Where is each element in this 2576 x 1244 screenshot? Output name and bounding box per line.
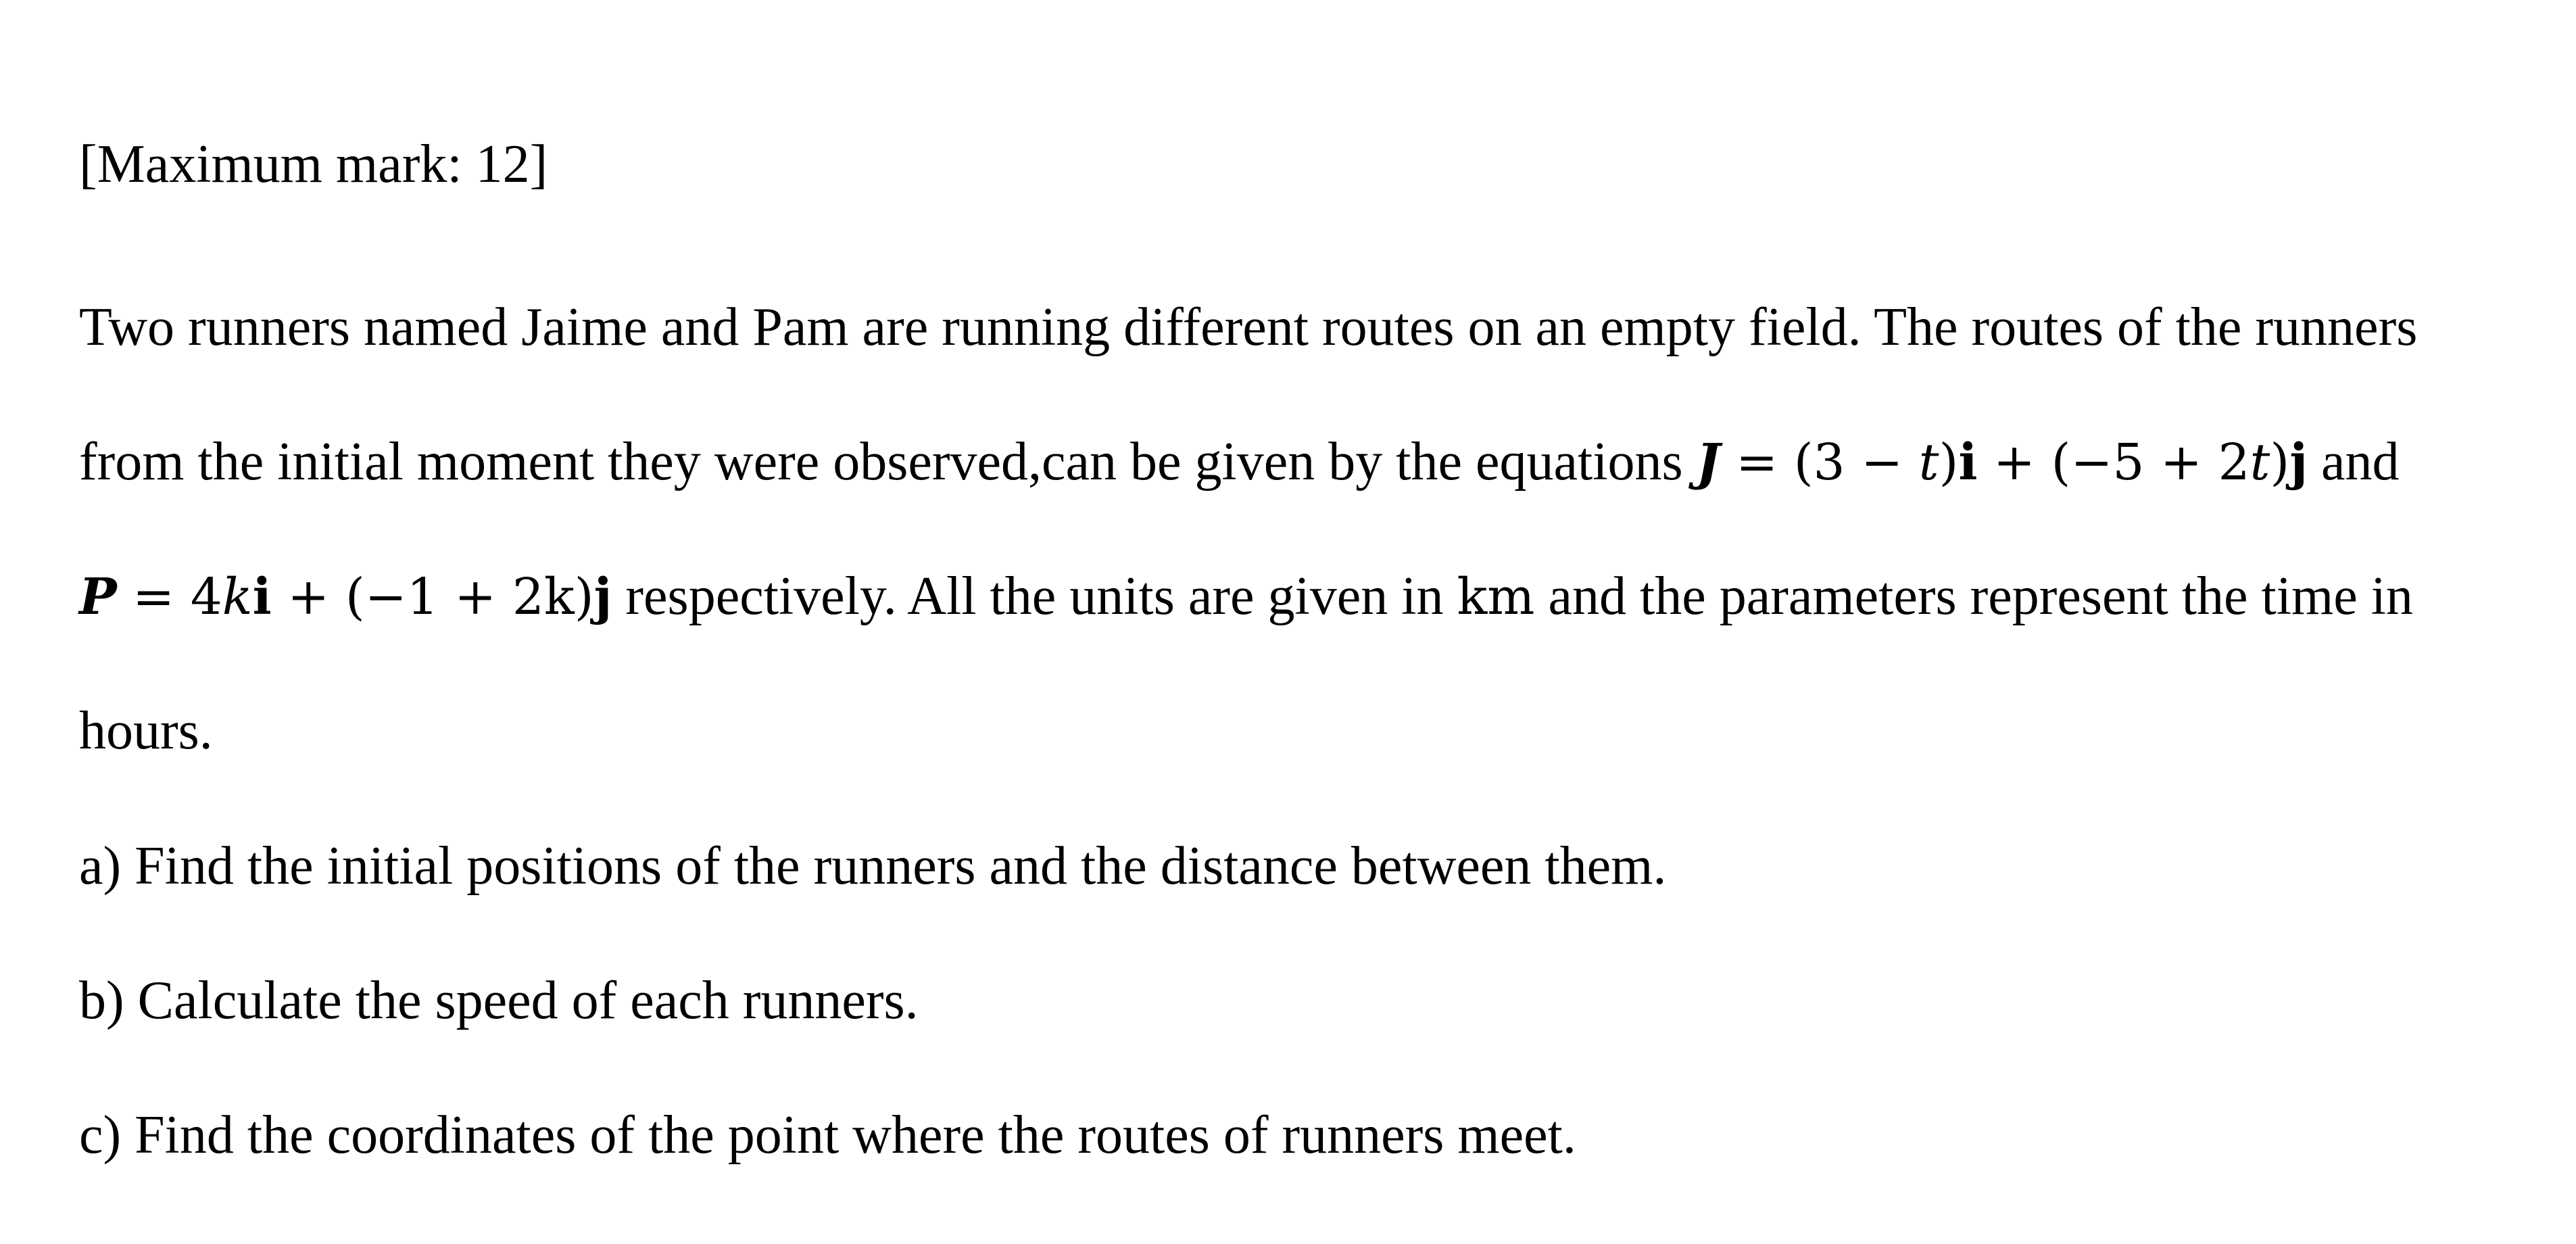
intro-line-1: Two runners named Jaime and Pam are running different routes on an empty field. The routes of the runners — [79, 297, 2418, 357]
equation-J-part: ) — [1939, 433, 1959, 492]
intro-line-3-text: respectively. All the units are given in — [612, 567, 1457, 626]
unit-km: km — [1457, 568, 1535, 626]
equation-P-part: + (−1 + 2k) — [271, 568, 594, 626]
equation-P-k: k — [222, 568, 253, 626]
intro-line-4: hours. — [79, 701, 213, 761]
equation-J-part: + (−5 + 2 — [1977, 433, 2250, 492]
equation-J-part: = (3 − — [1720, 433, 1919, 492]
unit-vector-j: j — [593, 568, 612, 626]
intro-line-3-text-end: and the parameters represent the time in — [1534, 567, 2413, 626]
question-a: a) Find the initial positions of the runners and the distance between them. — [79, 836, 1667, 896]
equation-J — [1697, 433, 2308, 492]
equation-P-part: = 4 — [116, 568, 222, 626]
unit-vector-i: i — [1958, 433, 1978, 492]
question-c: c) Find the coordinates of the point where the routes of runners meet. — [79, 1105, 1576, 1165]
question-b: b) Calculate the speed of each runners. — [79, 971, 919, 1030]
intro-line-3 — [79, 563, 2413, 631]
equation-J-t: t — [1918, 433, 1939, 492]
equation-P — [79, 568, 612, 626]
intro-line-2-suffix: and — [2308, 432, 2400, 492]
unit-vector-i: i — [252, 568, 272, 626]
maximum-mark: [Maximum mark: 12] — [79, 135, 548, 194]
equation-J-part: ) — [2270, 433, 2290, 492]
equation-J-t: t — [2250, 433, 2270, 492]
vector-J-symbol: J — [1696, 433, 1720, 492]
unit-vector-j: j — [2289, 433, 2308, 492]
intro-line-2 — [79, 428, 2400, 496]
intro-line-2-text: from the initial moment they were observed,can be given by the equations — [79, 432, 1697, 492]
vector-P-symbol: P — [79, 568, 117, 626]
